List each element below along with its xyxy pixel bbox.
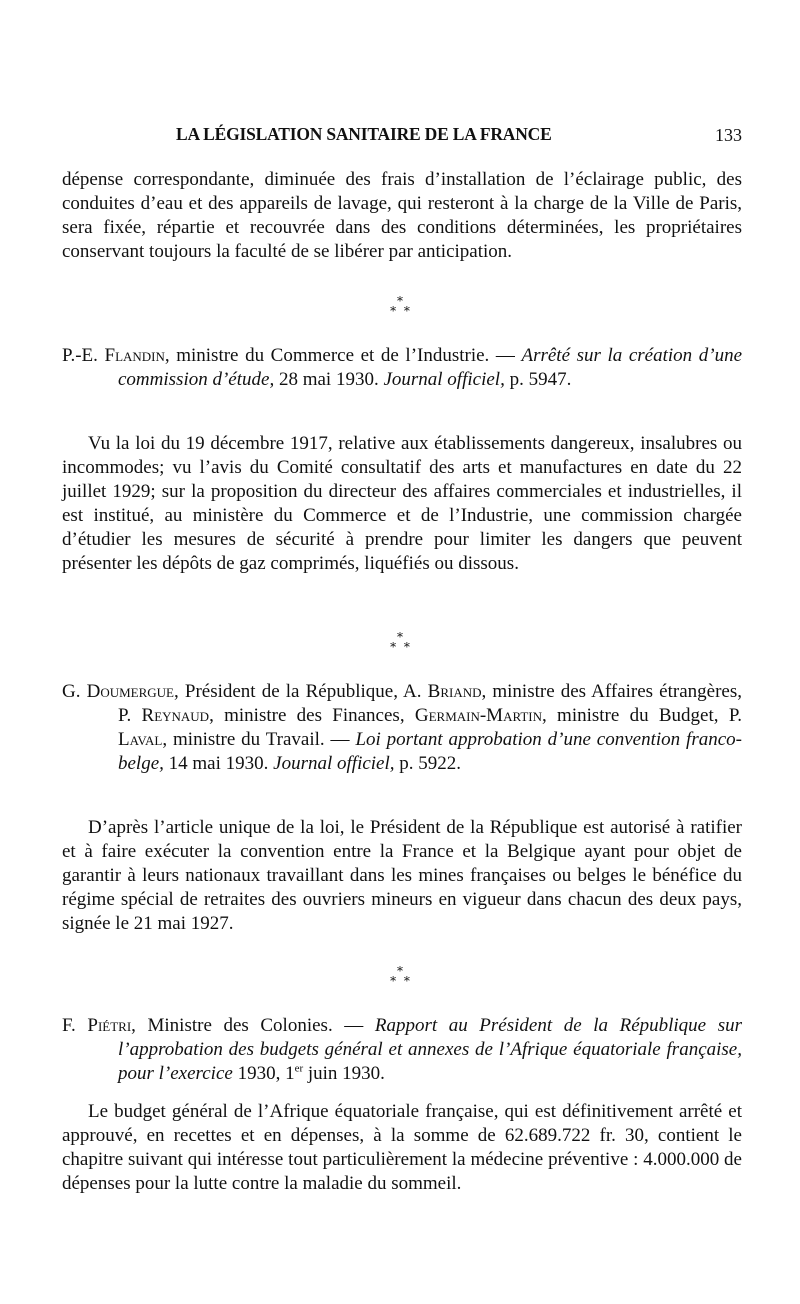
page-header <box>80 124 742 148</box>
paragraph-continuation: dépense correspondante, diminuée des frais d’installation de l’éclairage public, des conduites d’eau et des appareils de lavage, qui resteront à la charge de la Ville de Paris, sera fixée, répartie et recouvrée dans des conditions déterminées, les propriétaires conservant toujours la faculté de se libérer par anticipation. <box>62 169 742 262</box>
act-title: Arrêté sur la création d’une commission d’étude, <box>118 345 743 390</box>
section-separator-3: * * * <box>390 964 410 988</box>
act-title: Loi portant approbation d’une convention franco-belge, <box>118 729 742 774</box>
author-name: Flandin <box>104 345 165 366</box>
journal-name: Journal officiel, <box>383 369 505 390</box>
journal-name: Journal officiel, <box>273 753 395 774</box>
running-title: LA LÉGISLATION SANITAIRE DE LA FRANCE <box>176 124 552 144</box>
law-entry-doumergue: G. Doumergue, Président de la République, A. Briand, ministre des Affaires étrangères, P. Reynaud, ministre des Finances, Germain-Martin, ministre du Budget, P. Laval, ministre du Travail. — Loi portant approbation d’une convention franco-belge, 14 mai 1930. Journal officiel, p. 5922. <box>62 681 743 774</box>
act-title: Rapport au Président de la République sur l’approbation des budgets général et annexes de l’Afrique équatoriale française, pour l’exercice <box>118 1015 742 1084</box>
paragraph-convention-summary: D’après l’article unique de la loi, le Président de la République est autorisé à ratifier et à faire exécuter la convention entre la France et la Belgique ayant pour objet de garantir à leurs nationaux travaillant dans les mines françaises ou belges le bénéfice du régime spécial de retraites des ouvriers mineurs en vigueur dans chacun des deux pays, signée le 21 mai 1927. <box>62 817 742 934</box>
paragraph-flandin-summary: Vu la loi du 19 décembre 1917, relative aux établissements dangereux, insalubres ou incommodes; vu l’avis du Comité consultatif des arts et manufactures en date du 22 juillet 1929; sur la proposition du directeur des affaires commerciales et industrielles, il est institué, au ministère du Commerce et de l’Industrie, une commission chargée d’étudier les mesures de sécurité à prendre pour limiter les dangers que peuvent présenter les dépôts de gaz comprimés, liquéfiés ou dissous. <box>62 433 742 574</box>
section-separator-1: * * * <box>390 294 410 318</box>
report-entry-pietri: F. Piétri, Ministre des Colonies. — Rapport au Président de la République sur l’approbation des budgets général et annexes de l’Afrique équatoriale française, pour l’exercice 1930, 1er juin 1930. <box>62 1015 742 1084</box>
decree-entry-flandin: P.-E. Flandin, ministre du Commerce et de l’Industrie. — Arrêté sur la création d’une commission d’étude, 28 mai 1930. Journal officiel, p. 5947. <box>62 345 743 390</box>
section-separator-2: * * * <box>390 630 410 654</box>
paragraph-budget-summary: Le budget général de l’Afrique équatoriale française, qui est définitivement arrêté et approuvé, en recettes et en dépenses, à la somme de 62.689.722 fr. 30, contient le chapitre suivant qui intéresse tout particulièrement la médecine préventive : 4.000.000 de dépenses pour la lutte contre la maladie du sommeil. <box>62 1101 742 1194</box>
page-number: 133 <box>715 125 742 145</box>
